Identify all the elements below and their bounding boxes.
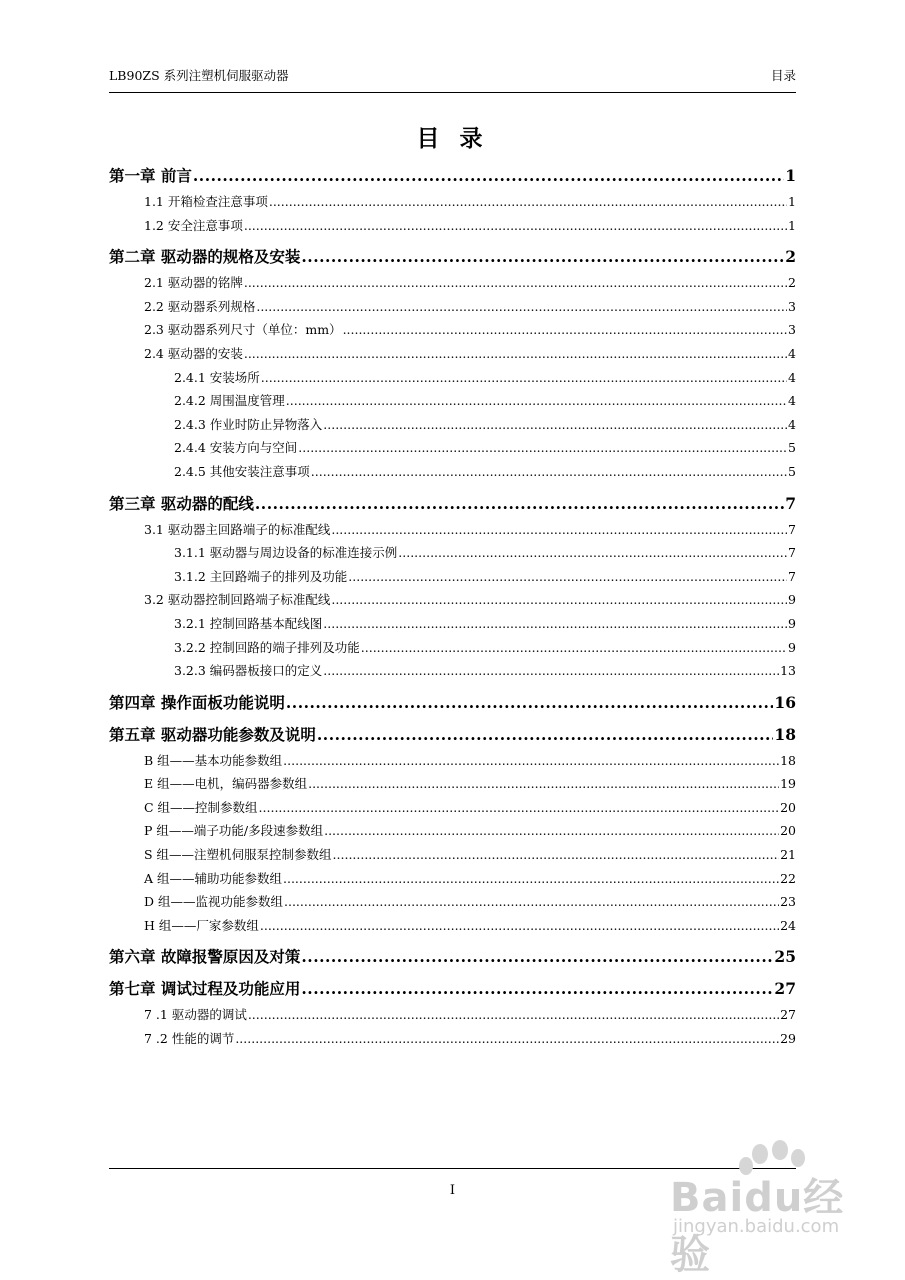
toc-leader-dots	[284, 890, 779, 914]
toc-leader-dots	[260, 914, 779, 938]
toc-entry-label: 2.4.2 周围温度管理	[174, 393, 285, 409]
toc-leader-dots	[331, 518, 787, 542]
toc-leader-dots	[244, 342, 787, 366]
toc-entry-page: 19	[780, 776, 796, 792]
toc-section-entry[interactable]	[109, 796, 796, 820]
toc-entry-page: 1	[788, 217, 796, 233]
toc-chapter-entry[interactable]	[109, 945, 796, 969]
toc-entry-label: 3.1.2 主回路端子的排列及功能	[174, 568, 348, 584]
toc-section-entry[interactable]	[109, 318, 796, 342]
toc-leader-dots	[244, 214, 787, 238]
toc-section-entry[interactable]	[109, 1003, 796, 1027]
toc-section-entry[interactable]	[109, 295, 796, 319]
toc-subsection-entry[interactable]	[109, 413, 796, 437]
toc-entry-page: 9	[788, 615, 796, 631]
toc-section-entry[interactable]	[109, 588, 796, 612]
toc-section-entry[interactable]	[109, 749, 796, 773]
toc-entry-label: 1.2 安全注意事项	[144, 217, 243, 233]
toc-leader-dots	[255, 492, 784, 516]
toc-entry-page: 16	[774, 692, 796, 712]
toc-leader-dots	[317, 723, 774, 747]
footer-page-number: I	[449, 1183, 456, 1198]
toc-leader-dots	[298, 436, 787, 460]
toc-entry-label: 2.1 驱动器的铭牌	[144, 275, 243, 291]
toc-chapter-entry[interactable]	[109, 164, 796, 188]
toc-entry-label: D 组——监视功能参数组	[144, 894, 283, 910]
toc-entry-label: 7 .1 驱动器的调试	[144, 1007, 247, 1023]
toc-leader-dots	[331, 588, 787, 612]
toc-leader-dots	[311, 460, 787, 484]
toc-entry-page: 4	[788, 369, 796, 385]
toc-subsection-entry[interactable]	[109, 612, 796, 636]
page-header	[109, 62, 796, 93]
toc-entry-label: H 组——厂家参数组	[144, 917, 259, 933]
toc-section-entry[interactable]	[109, 867, 796, 891]
toc-chapter-entry[interactable]	[109, 977, 796, 1001]
header-doc-title: LB90ZS 系列注塑机伺服驱动器	[109, 68, 289, 83]
toc-entry-page: 7	[788, 545, 796, 561]
toc-section-entry[interactable]	[109, 914, 796, 938]
header-section-name: 目录	[770, 68, 796, 83]
toc-entry-label: 第七章 调试过程及功能应用	[109, 979, 301, 999]
toc-section-entry[interactable]	[109, 271, 796, 295]
toc-entry-page: 2	[788, 275, 796, 291]
toc-subsection-entry[interactable]	[109, 436, 796, 460]
toc-section-entry[interactable]	[109, 190, 796, 214]
toc-entry-label: 2.4 驱动器的安装	[144, 345, 243, 361]
toc-entry-page: 9	[788, 639, 796, 655]
toc-subsection-entry[interactable]	[109, 366, 796, 390]
toc-entry-label: 2.3 驱动器系列尺寸（单位：mm）	[144, 322, 342, 338]
toc-entry-label: 3.2.1 控制回路基本配线图	[174, 615, 323, 631]
watermark-brand: Baidu经验	[670, 1175, 845, 1278]
toc-subsection-entry[interactable]	[109, 636, 796, 660]
toc-entry-label: 3.2.3 编码器板接口的定义	[174, 663, 323, 679]
toc-entry-page: 7	[788, 521, 796, 537]
toc-entry-label: 第一章 前言	[109, 166, 192, 185]
toc-leader-dots	[301, 245, 784, 269]
toc-leader-dots	[361, 636, 787, 660]
toc-entry-label: 2.4.3 作业时防止异物落入	[174, 416, 323, 432]
toc-entry-page: 25	[774, 947, 796, 967]
toc-leader-dots	[324, 819, 779, 843]
watermark-url: jingyan.baidu.com	[673, 1216, 840, 1237]
table-of-contents	[109, 164, 796, 1051]
toc-entry-page: 5	[788, 463, 796, 479]
toc-entry-page: 27	[780, 1007, 796, 1023]
toc-entry-label: 2.4.4 安装方向与空间	[174, 440, 298, 456]
toc-leader-dots	[248, 1003, 779, 1027]
toc-entry-page: 7	[788, 568, 796, 584]
toc-entry-label: E 组——电机，编码器参数组	[144, 776, 308, 792]
toc-entry-label: A 组——辅助功能参数组	[144, 870, 283, 886]
toc-leader-dots	[286, 691, 774, 715]
toc-leader-dots	[259, 796, 780, 820]
toc-entry-page: 18	[780, 752, 796, 768]
toc-entry-page: 21	[780, 847, 796, 863]
toc-entry-page: 7	[785, 493, 796, 513]
toc-subsection-entry[interactable]	[109, 565, 796, 589]
toc-leader-dots	[235, 1027, 779, 1051]
toc-entry-page: 20	[780, 799, 796, 815]
toc-leader-dots	[283, 749, 779, 773]
toc-entry-label: S 组——注塑机伺服泵控制参数组	[144, 847, 332, 863]
toc-entry-label: 3.1 驱动器主回路端子的标准配线	[144, 521, 331, 537]
toc-section-entry[interactable]	[109, 518, 796, 542]
toc-entry-page: 20	[780, 823, 796, 839]
toc-entry-label: 第二章 驱动器的规格及安装	[109, 247, 301, 267]
toc-entry-label: 2.2 驱动器系列规格	[144, 298, 256, 314]
toc-section-entry[interactable]	[109, 819, 796, 843]
toc-entry-page: 4	[788, 393, 796, 409]
toc-leader-dots	[244, 271, 787, 295]
toc-entry-page: 2	[785, 247, 796, 267]
toc-entry-label: P 组——端子功能/多段速参数组	[144, 823, 324, 839]
toc-subsection-entry[interactable]	[109, 541, 796, 565]
toc-entry-page: 23	[780, 894, 796, 910]
toc-entry-page: 27	[774, 979, 796, 999]
toc-leader-dots	[308, 772, 779, 796]
toc-entry-label: 1.1 开箱检查注意事项	[144, 194, 268, 209]
toc-leader-dots	[193, 164, 784, 188]
toc-subsection-entry[interactable]	[109, 460, 796, 484]
toc-section-entry[interactable]	[109, 1027, 796, 1051]
toc-chapter-entry[interactable]	[109, 691, 796, 715]
toc-section-entry[interactable]	[109, 214, 796, 238]
toc-entry-page: 5	[788, 440, 796, 456]
toc-entry-page: 1	[785, 166, 796, 185]
toc-leader-dots	[323, 612, 787, 636]
toc-entry-label: 2.4.5 其他安装注意事项	[174, 463, 310, 479]
toc-entry-label: 第五章 驱动器功能参数及说明	[109, 724, 316, 744]
page-title: 目 录	[416, 125, 489, 152]
toc-entry-label: 第三章 驱动器的配线	[109, 493, 254, 513]
toc-chapter-entry[interactable]	[109, 723, 796, 747]
toc-leader-dots	[261, 366, 787, 390]
toc-entry-label: 3.1.1 驱动器与周边设备的标准连接示例	[174, 545, 398, 561]
toc-entry-label: 3.2.2 控制回路的端子排列及功能	[174, 639, 360, 655]
baidu-jingyan-watermark	[665, 1140, 865, 1278]
toc-leader-dots	[343, 318, 787, 342]
toc-leader-dots	[283, 867, 779, 891]
toc-section-entry[interactable]	[109, 890, 796, 914]
toc-entry-page: 3	[788, 298, 796, 314]
toc-entry-label: 第六章 故障报警原因及对策	[109, 947, 301, 967]
toc-entry-page: 3	[788, 322, 796, 338]
toc-leader-dots	[323, 659, 779, 683]
toc-leader-dots	[301, 945, 773, 969]
toc-entry-label: 2.4.1 安装场所	[174, 369, 260, 385]
toc-leader-dots	[333, 843, 780, 867]
toc-leader-dots	[269, 190, 787, 214]
toc-entry-page: 9	[788, 592, 796, 608]
toc-entry-label: C 组——控制参数组	[144, 799, 258, 815]
toc-entry-page: 4	[788, 416, 796, 432]
toc-entry-label: 3.2 驱动器控制回路端子标准配线	[144, 592, 331, 608]
toc-entry-page: 29	[780, 1031, 796, 1047]
toc-entry-label: B 组——基本功能参数组	[144, 752, 283, 768]
toc-chapter-entry[interactable]	[109, 492, 796, 516]
toc-section-entry[interactable]	[109, 843, 796, 867]
toc-entry-page: 22	[780, 870, 796, 886]
toc-leader-dots	[256, 295, 787, 319]
toc-leader-dots	[323, 413, 787, 437]
toc-entry-page: 13	[780, 663, 796, 679]
toc-entry-page: 18	[774, 724, 796, 744]
toc-entry-page: 4	[788, 345, 796, 361]
toc-entry-page: 1	[788, 194, 796, 209]
toc-leader-dots	[348, 565, 787, 589]
toc-leader-dots	[286, 389, 787, 413]
toc-entry-label: 7 .2 性能的调节	[144, 1031, 235, 1047]
toc-section-entry[interactable]	[109, 342, 796, 366]
toc-chapter-entry[interactable]	[109, 245, 796, 269]
toc-subsection-entry[interactable]	[109, 659, 796, 683]
toc-section-entry[interactable]	[109, 772, 796, 796]
toc-leader-dots	[301, 977, 773, 1001]
toc-subsection-entry[interactable]	[109, 389, 796, 413]
toc-entry-label: 第四章 操作面板功能说明	[109, 692, 285, 712]
toc-entry-page: 24	[780, 917, 796, 933]
toc-leader-dots	[398, 541, 787, 565]
